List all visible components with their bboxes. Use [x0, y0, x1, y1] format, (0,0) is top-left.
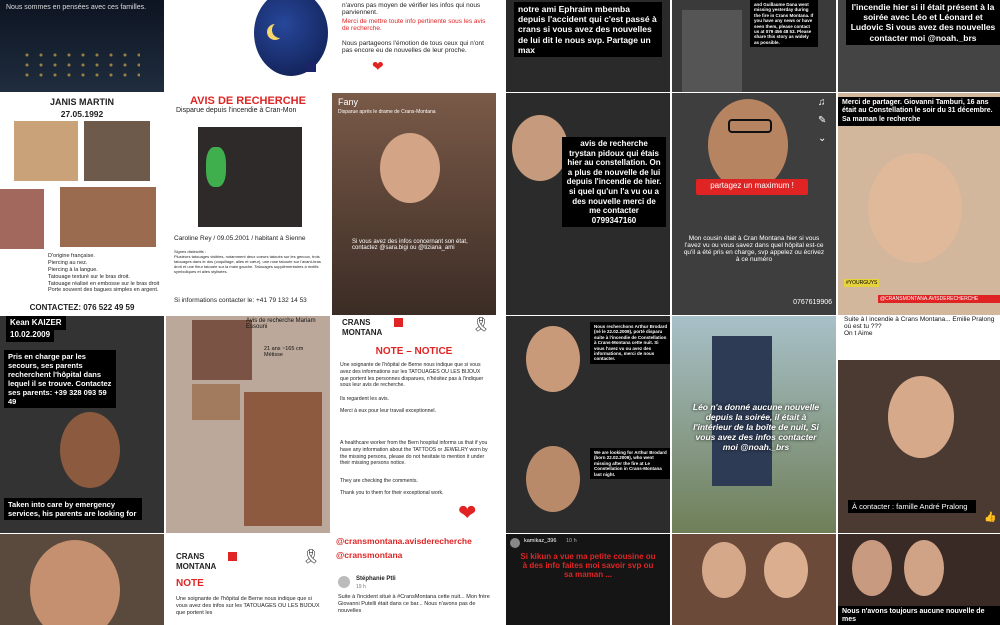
brand-montana: MONTANA	[342, 328, 383, 337]
person-photo	[60, 412, 120, 488]
person-photo	[526, 326, 580, 392]
story-tile[interactable]	[838, 0, 1000, 92]
notice-text-fr: Une soignante de l'hôpital de Berne nous indique que si vous avez des informations sur les TATOUAGES OU LES BIJOUX que portent les personnes disparues, n'hésitez pas à l'indiquer sous leur avis de recherche.	[340, 362, 484, 389]
person-photo	[30, 540, 120, 625]
tile-title: AVIS DE RECHERCHE	[190, 95, 306, 107]
story-tile[interactable]	[672, 316, 836, 533]
story-tile[interactable]	[0, 316, 164, 533]
person-description: Signes distinctifs : Plusieurs tatouages visibles, notamment deux coeurs tatoués sur les genoux, trois tatouages dans le dos (coquillage, ailes et cœur), une rose tatouée sur l'avant-bras droit et une fleur tatouée sur la main gauche. Tatouages supplémentaires à motifs symboliques et ailes stylisées.	[174, 249, 321, 274]
tile-caption: Nous recherchons Arthur Brodard (né le 22.02.2009), porté disparu suite à l'incendie de Constellation à Crans-Montana cette nuit. Si vous l'avez vu ou avez des informations, merci de nous contacter.	[590, 322, 670, 364]
person-name: Caroline Rey / 09.05.2001 / habitant à Sienne	[174, 235, 306, 242]
tile-highlight: Merci de mettre toute info pertinente sous les avis de recherche.	[342, 18, 486, 32]
person-photo	[526, 446, 580, 512]
notice-text-fr-2: Ils regardent les avis.	[340, 396, 390, 402]
story-tile[interactable]	[332, 0, 496, 92]
moon-illustration	[254, 0, 328, 76]
brand-crans: CRANS	[342, 318, 371, 327]
person-photo	[904, 540, 944, 596]
story-tile[interactable]	[838, 316, 1000, 533]
brand-crans: CRANS	[176, 552, 205, 561]
flag-swiss-icon	[394, 318, 403, 327]
story-tile[interactable]	[166, 93, 330, 315]
story-tile[interactable]	[166, 0, 330, 92]
story-tile[interactable]	[506, 316, 670, 533]
tile-title: Avis de recherche Mariam Essouni	[246, 318, 316, 330]
notice-text-en: A healthcare worker from the Bern hospital informs us that if you have any information about the TATTOOS or JEWELRY worn by the missing persons, please do not hesitate to mention it under their missing persons notice.	[340, 440, 488, 467]
person-name: JANIS MARTIN	[49, 97, 114, 107]
story-tile[interactable]	[166, 316, 330, 533]
story-tile[interactable]	[838, 93, 1000, 315]
tile-caption: avis de recherche trystan pidoux qui étais hier au constellation. On a plus de nouvelle de lui depuis l'incendie de hier. si quel qu'un l'a vu ou a des nouvelle merci de me contacter 0799347160	[562, 137, 666, 227]
tile-text: Nous sommes en pensées avec ces familles.	[6, 4, 147, 11]
notice-text-en-2: They are checking the comments.	[340, 478, 418, 484]
person-photo	[702, 542, 746, 598]
parrot-photo	[206, 147, 226, 187]
contact-line: CONTACTEZ: 076 522 49 59	[29, 303, 135, 312]
person-age: 21 ans ~165 cm Métisse	[264, 346, 304, 358]
tile-caption: Si vous avez des infos concernant son état, contactez @sara.bigi ou @tiziana_ami	[352, 239, 468, 251]
tile-caption: Nous n'avons toujours aucune nouvelle de mes	[838, 606, 1000, 625]
tile-subtitle: Disparue depuis l'incendie à Cran-Mon	[176, 107, 297, 114]
account-handle: @CRANSMONTANA.AVISDERECHERCHE	[878, 295, 1000, 303]
person-photo	[888, 376, 954, 458]
tattoo-photo	[192, 384, 240, 420]
heart-icon: ❤	[372, 58, 384, 74]
post-text: Suite à l'incident situé à #CransMontana cette nuit... Mon frère Giovanni Putelli était dans ce bar... Nous n'avons pas de nouvelles	[338, 594, 490, 615]
person-name: Kean KAIZER	[6, 316, 66, 330]
story-tile[interactable]	[332, 93, 496, 315]
notice-text-fr-3: Merci à eux pour leur travail exceptionnel.	[340, 408, 437, 414]
house-icon	[306, 62, 316, 72]
music-icon[interactable]: ♫	[818, 97, 826, 108]
story-tile[interactable]	[506, 534, 670, 625]
hashtag: #YOURGUYS	[846, 280, 878, 286]
post-time: 10 h	[566, 538, 577, 544]
person-photo	[244, 392, 322, 526]
tattoo-photo	[60, 187, 156, 247]
story-tile[interactable]	[506, 93, 670, 315]
contact-caption: À contacter : famille André Pralong	[848, 500, 976, 513]
share-banner-text: partagez un maximum !	[710, 181, 794, 190]
edit-icon[interactable]: ✎	[818, 115, 827, 126]
tile-caption-en: Taken into care by emergency services, his parents are looking for	[4, 498, 142, 520]
person-date: 27.05.1992	[60, 109, 104, 119]
story-tile[interactable]	[166, 534, 330, 625]
chevron-down-icon[interactable]: ⌄	[818, 133, 827, 144]
notice-text-en-3: Thank you to them for their exceptional work.	[340, 490, 444, 496]
person-photo	[192, 320, 252, 380]
story-tile[interactable]	[672, 93, 836, 315]
tile-caption: Pris en charge par les secours, ses parents recherchent l'hôpital dans lequel il se trouve. Contactez ses parents: +39 328 093 59 49	[4, 350, 116, 408]
contact-line: Si informations contacter le: +41 79 132 14 53	[174, 297, 307, 304]
story-tile[interactable]	[838, 534, 1000, 625]
person-description: D'origine française. Piercing au nez. Piercing à la langue. Tatouage texturé sur le bras droit. Tatouage réalisé en embosse sur le bras droit Porte souvent des bagues simples en argent.	[48, 253, 160, 294]
sparkle-decoration	[20, 50, 140, 80]
story-tile[interactable]	[332, 534, 496, 625]
person-photo	[708, 99, 788, 191]
ribbon-icon: 🎗	[302, 548, 320, 564]
tile-caption: l'incendie hier si il était présent à la soirée avec Léo et Léonard et Ludovic Si vous avez des nouvelles contacter moi @noah._brs	[846, 0, 1000, 45]
tile-subtitle: Disparue après le drame de Crans-Montana	[338, 109, 436, 115]
person-photo	[852, 540, 892, 596]
ribbon-icon: 🎗	[472, 316, 490, 332]
phone-number: 0767619906	[793, 299, 832, 306]
notice-title: NOTE – NOTICE	[375, 346, 453, 357]
brand-montana: MONTANA	[176, 562, 217, 571]
tile-caption: Suite à l incendie à Crans Montana... Emilie Pralong où est tu ??? On t Aime	[844, 316, 995, 337]
person-photo	[868, 153, 962, 263]
avatar	[510, 538, 520, 548]
notice-title: NOTE	[176, 578, 204, 589]
account-handle: @cransmontana	[336, 550, 403, 560]
story-tile[interactable]	[0, 0, 164, 92]
tile-caption: Léo n'a donné aucune nouvelle depuis la soirée, il était à l'intérieur de la boîte de nuit, Si vous avez des infos contacter moi @noah._brs	[692, 402, 820, 452]
thumbs-up-icon: 👍	[984, 512, 997, 523]
post-time: 19 h	[356, 584, 366, 590]
story-tile[interactable]	[672, 0, 836, 92]
tile-caption: Mon cousin était à Cran Montana hier si vous l'avez vu ou vous savez dans quel hôpital est-ce qu'il a été pris en charge, svp appelez ou écrivez à ce numéro	[683, 235, 825, 263]
person-photo	[84, 121, 150, 181]
story-tile[interactable]	[0, 93, 164, 315]
moon-icon	[272, 22, 288, 38]
person-photo	[764, 542, 808, 598]
story-tile[interactable]	[672, 534, 836, 625]
tile-text: n'avons pas moyen de vérifier les infos qui nous parviennent.	[342, 2, 481, 16]
post-text: Si kikun a vue ma petite cousine ou à des info faites moi savoir svp ou sa maman ...	[520, 552, 656, 579]
person-name: Fany	[338, 97, 359, 107]
tile-caption-en: We are looking for Arthur Brodard (born 22.02.2009), who went missing after the fire at Le Constellation in Crans-Montana last night.	[590, 448, 670, 479]
person-date: 10.02.2009	[6, 328, 54, 342]
person-photo	[682, 10, 742, 92]
tile-caption: Merci de partager. Giovanni Tamburi, 16 ans était au Constellation le soir du 31 décembre. Sa maman le recherche	[838, 97, 1000, 126]
account-handle: @cransmontana.avisderecherche	[336, 536, 472, 546]
notice-text-fr: Une soignante de l'hôpital de Berne nous indique que si vous avez des infos sur les TATOUAGES OU LES BIJOUX que portent les	[176, 596, 320, 617]
tile-caption: notre ami Ephraim mbemba depuis l'accident qui c'est passé à crans si vous avez des nouvelles de lui dit le nous svp. Partage un max	[514, 2, 662, 57]
tile-text-2: Nous partageons l'émotion de tous ceux qui n'ont pas encore eu de nouvelles de leur proche.	[342, 40, 484, 54]
avatar	[338, 576, 350, 588]
tattoo-photo	[0, 189, 44, 249]
heart-icon: ❤	[458, 500, 477, 525]
tile-caption: and Guillaume Dana went missing yesterday during the fire in Crans Montana. If you have any news or have seen them, please contact us at 079 456 48 53. Please share this story as widely as possible.	[750, 0, 818, 47]
post-user: kamikaz_396	[524, 538, 557, 544]
flag-swiss-icon	[228, 552, 237, 561]
person-photo	[380, 133, 440, 203]
glasses-icon	[728, 119, 772, 133]
story-tile[interactable]	[0, 534, 164, 625]
story-tile[interactable]	[332, 316, 496, 533]
story-tile[interactable]	[506, 0, 670, 92]
person-photo	[512, 115, 568, 181]
post-user: Stéphanie Ptli	[356, 576, 396, 582]
person-photo	[14, 121, 78, 181]
